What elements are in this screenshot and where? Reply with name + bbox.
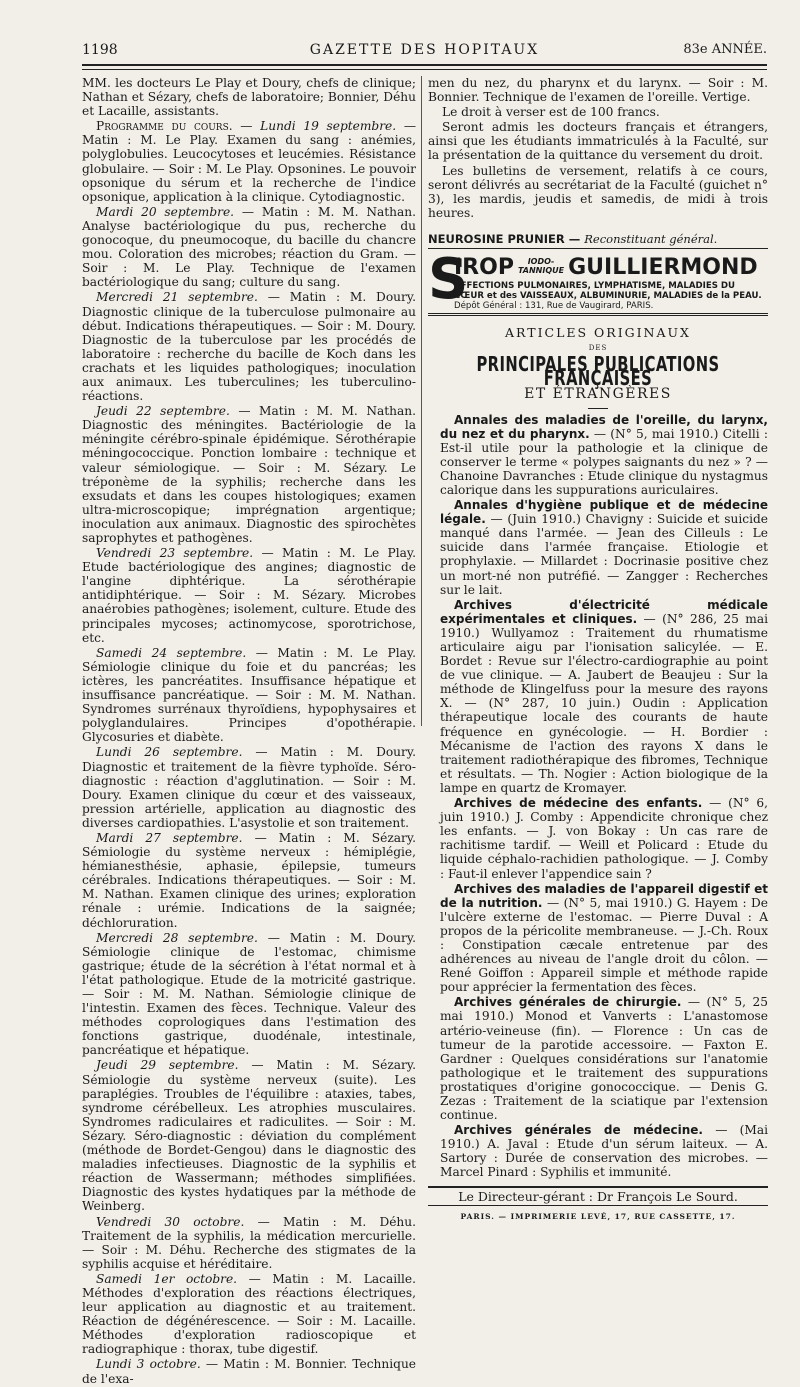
director-signature: Le Directeur-gérant : Dr François Le Sourd. [428, 1186, 768, 1206]
volume-year: 83e ANNÉE. [683, 42, 767, 57]
day-text: — Matin : M. Le Play. Sémiologie clinique du foie et du pancréas; les ictères, les pancréatites. Insuffisance hépatique et insuffisance pancréatique. — Soir : M. M. Nathan. Syndromes surrénaux thyroïdiens, hypophysaires et polyglandulaires. Principes d'opothérapie. Glycosuries et diabète. [82, 645, 417, 745]
schedule-day [82, 1272, 416, 1357]
bulletin-paragraph: Les bulletins de versement, relatifs à ce cours, seront délivrés au secrétariat de la Faculté (guichet n° 3), les mardis, jeudis et samedis, de midi à trois heures. [428, 163, 768, 220]
day-date: Mercredi 21 septembre. [96, 290, 258, 305]
day-text: — Matin : M. Lacaille. Méthodes d'exploration des réactions électriques, leur application au diagnostic et au traitement. Réaction de dégénérescence. — Soir : M. Lacaille. Méthodes d'exploration radioscopique et radiographique : thorax, tube digestif. [82, 1271, 417, 1357]
day-date: Samedi 1er octobre. [96, 1271, 238, 1286]
article-entry [428, 498, 768, 597]
article-list [428, 413, 768, 1180]
entry-text: — (N° 5, mai 1910.) Citelli : Est-il utile pour la pathologie et la clinique de conserver le terme « polypes saignants du nez » ? — Chanoine Davranches : Etude clinique du nystagmus calorique dans les suppurations auriculaires. [440, 426, 768, 497]
article-entry [428, 882, 768, 995]
entry-text: — (Juin 1910.) Chavigny : Suicide et suicide manqué dans l'armée. — Jean des Cilleuls : Le suicide dans l'armée française. Etiologie et prophylaxie. — Millardet : Docrinasie positive chez un mort-né non putréfié. — Zangger : Recherches sur le lait. [440, 512, 768, 597]
entry-text: — (Mai 1910.) A. Javal : Etude d'un sérum laiteux. — A. Sartory : Durée de conservation des microbes. — Marcel Pinard : Syphilis et immunité. [440, 1123, 768, 1180]
day-date: Mardi 27 septembre. [96, 830, 243, 845]
header-rule [82, 64, 767, 66]
sirop-brand: GUILLIERMOND [568, 255, 758, 281]
journal-name: Archives des maladies de l'appareil digestif et de la nutrition. [440, 881, 768, 910]
entry-text: — (N° 5, mai 1910.) G. Hayem : De l'ulcère externe de l'estomac. — Pierre Duval : A propos de la péricolite membraneuse. — J.-Ch. Roux : Constipation cæcale entretenue par des adhérences au niveau de l'angle droit du côlon. — René Goiffon : Appareil simple et méthode rapide pour apprécier la fermentation des fèces. [440, 895, 769, 995]
day-text: — Matin : M. Bonnier. Technique de l'exa- [82, 1357, 417, 1386]
schedule-day [82, 290, 416, 403]
day-date: Lundi 26 septembre. [96, 745, 243, 760]
programme-label: Programme du cours. [96, 119, 233, 134]
day-text: — Matin : M. Doury. Diagnostic clinique de la tuberculose pulmonaire au début. Indications thérapeutiques. — Soir : M. Doury. Diagnostic de la tuberculose par les procédés de laboratoire : recherche du bacille de Koch dans les crachats et les liquides pathologiques; inoculation aux animaux. Les tuberculines; les tuberculino-réactions. [82, 290, 416, 404]
article-entry [428, 598, 768, 795]
ad-product-name: NEUROSINE PRUNIER [428, 231, 565, 246]
entry-text: — (N° 6, juin 1910.) J. Comby : Appendicite chronique chez les enfants. — J. von Bokay : Un cas rare de rachitisme tardif. — Weill et Policard : Etude du liquide céphalo-rachidien pathologique. — J. Comby : Faut-il enlever l'appendice sain ? [440, 796, 769, 881]
schedule-day [82, 931, 416, 1058]
column-divider [421, 76, 422, 726]
article-entry [428, 995, 768, 1122]
programme-paragraph: Programme du cours. — Lundi 19 septembre. — Matin : M. Le Play. Examen du sang : anémies, polyglobulies. Leucocytoses et leucémies. Résistance globulaire. — Soir : M. Le Play. Opsonines. Le pouvoir opsonique du sérum et la recherche de l'indice opsonique, application à la clinique. Cytodiagnostic. [82, 119, 416, 204]
schedule-day [82, 745, 416, 830]
day-date: Vendredi 30 octobre. [96, 1214, 245, 1229]
ad-tagline: Reconstituant général. [584, 231, 718, 246]
article-entry [428, 796, 768, 881]
schedule-day [82, 205, 416, 290]
sirop-iodo-label: IODO- TANNIQUE [517, 257, 565, 276]
schedule-day [82, 831, 416, 930]
journal-name: Archives de médecine des enfants. [454, 796, 703, 811]
sirop-title: IROP IODO- TANNIQUE GUILLIERMOND [454, 255, 758, 281]
day-text: — Matin : M. Le Play. Examen du sang : anémies, polyglobulies. Leucocytoses et leucémies. Résistance globulaire. — Soir : M. Le Play. Opsonines. Le pouvoir opsonique du sérum et la recherche de l'indice opsonique, application à la clinique. Cytodiagnostic. [82, 119, 416, 204]
day-date: Mardi 20 septembre. [96, 204, 235, 219]
right-column [428, 76, 768, 1224]
day-text: — Matin : M. Sézary. Sémiologie du système nerveux : hémiplégie, hémianesthésie, aphasie, épilepsie, tumeurs cérébrales. Indications thérapeutiques. — Soir : M. M. Nathan. Examen clinique des urines; exploration rénale : urémie. Indications de la saignée; déchloruration. [82, 830, 417, 930]
day-date: Lundi 3 octobre. [96, 1357, 201, 1372]
admission-paragraph: Seront admis les docteurs français et étrangers, ainsi que les étudiants immatriculés à la Faculté, sur la présentation de la quittance du versement du droit. [428, 120, 768, 163]
schedule-day [82, 1357, 416, 1385]
header-rule-thin [82, 69, 767, 70]
schedule-day [82, 404, 416, 545]
article-entry [428, 1123, 768, 1179]
sirop-initial: S [428, 247, 469, 313]
day-date: Jeudi 22 septembre. [96, 404, 230, 419]
schedule-day [82, 646, 416, 745]
left-column [82, 76, 416, 1387]
page-number: 1198 [82, 42, 118, 58]
staff-paragraph: MM. les docteurs Le Play et Doury, chefs de clinique; Nathan et Sézary, chefs de laboratoire; Bonnier, Déhu et Lacaille, assistants. [82, 76, 416, 119]
running-header [82, 40, 767, 62]
journal-name: Archives d'électricité médicale expérimentales et cliniques. [440, 597, 768, 626]
day-date: Jeudi 29 septembre. [96, 1058, 239, 1073]
sirop-line-2: CŒUR et des VAISSEAUX, ALBUMINURIE, MALADIES de la PEAU. [454, 291, 762, 302]
day-date: Samedi 24 septembre. [96, 645, 247, 660]
entry-text: — (N° 5, 25 mai 1910.) Monod et Vanverts : L'anastomose artério-veineuse (fin). — Florence : Un cas de tumeur de la parotide accessoire. — Faxton E. Gardner : Quelques considérations sur l'anatomie pathologique et le traitement des suppurations prostatiques d'origine gonococcique. — Denis G. Zezas : Traitement de la sciatique par l'extension continue. [440, 995, 768, 1123]
journal-title: GAZETTE DES HOPITAUX [309, 42, 540, 58]
heading-rule [588, 408, 608, 409]
printer-imprint: PARIS. — IMPRIMERIE LEVÉ, 17, RUE CASSETTE, 17. [460, 1211, 736, 1221]
sirop-line-3: Dépôt Général : 131, Rue de Vaugirard, PARIS. [454, 301, 654, 312]
schedule-list [82, 205, 416, 1386]
sirop-ad [428, 247, 768, 316]
journal-name: Annales des maladies de l'oreille, du larynx, du nez et du pharynx. [440, 412, 768, 441]
day-text: — Matin : M. Le Play. Etude bactériologique des angines; diagnostic de l'angine diphtérique. La sérothérapie antidiphtérique. — Soir : M. Sézary. Microbes anaérobies pathogènes; isolement, culture. Etude des principales mycoses; actinomycose, sporotrichose, etc. [82, 546, 416, 645]
articles-heading: ARTICLES ORIGINAUX DES PRINCIPALES PUBLICATIONS FRANÇAISES ET ÉTRANGÈRES [428, 326, 768, 408]
schedule-day [82, 546, 416, 645]
day-date: Vendredi 23 septembre. [96, 546, 254, 561]
sirop-line-1: AFFECTIONS PULMONAIRES, LYMPHATISME, MALADIES DU [454, 281, 736, 292]
neurosine-ad: NEUROSINE PRUNIER — Reconstituant général. [428, 232, 768, 249]
day-text: — Matin : M. Doury. Diagnostic et traitement de la fièvre typhoïde. Séro-diagnostic : réaction d'agglutination. — Soir : M. Doury. Examen clinique du cœur et des vaisseaux, pression artérielle, application au diagnostic des diverses cardiopathies. L'asystolie et son traitement. [82, 745, 416, 830]
fee-paragraph: Le droit à verser est de 100 francs. [442, 105, 660, 120]
day-date: Mercredi 28 septembre. [96, 930, 258, 945]
day-text: — Matin : M. M. Nathan. Diagnostic des méningites. Bactériologie de la méningite cérébro-spinale épidémique. Sérothérapie méningococcique. Ponction lombaire : technique et valeur sémiologique. — Soir : M. Sézary. Le tréponème de la syphilis; recherche dans les exsudats et dans les coupes histologiques; examen ultra-microscopique; imprégnation argentique; inoculation aux animaux. Diagnostic des spirochètes saprophytes et pathogènes. [82, 404, 416, 545]
day-text: — Matin : M. Sézary. Sémiologie du système nerveux (suite). Les paraplégies. Troubles de l'équilibre : ataxies, tabes, syndrome cérébelleux. Les atrophies musculaires. Syndromes radiculaires et radiculites. — Soir : M. Sézary. Séro-diagnostic : déviation du complément (méthode de Bordet-Gengou) dans le diagnostic des maladies infectieuses. Diagnostic de la syphilis et réaction de Wassermann; méthodes simplifiées. Diagnostic des kystes hydatiques par la méthode de Weinberg. [82, 1058, 416, 1214]
entry-text: — (N° 286, 25 mai 1910.) Wullyamoz : Traitement du rhumatisme articulaire aigu par l'ionisation salicylée. — E. Bordet : Revue sur l'électro-cardiographie au point de vue clinique. — A. Jaubert de Beaujeu : Sur la méthode de Klingelfuss pour la mesure des rayons X. — (N° 287, 10 juin.) Oudin : Application thérapeutique locale des courants de haute fréquence en gynécologie. — H. Bordier : Mécanisme de l'action des rayons X dans le traitement radiothérapique des fibromes, Technique et résultats. — Th. Nogier : Action biologique de la lampe en quartz de Kromayer. [440, 611, 768, 795]
journal-name: Archives générales de chirurgie. [454, 995, 682, 1010]
day-date: Lundi 19 septembre. [260, 119, 397, 134]
day-text: — Matin : M. Doury. Sémiologie clinique de l'estomac, chimisme gastrique; étude de la sécrétion à l'état normal et à l'état pathologique. Etude de la motricité gastrique. — Soir : M. M. Nathan. Sémiologie clinique de l'intestin. Examen des fèces. Technique. Valeur des méthodes coprologiques dans l'estimation des fonctions gastrique, duodénale, intestinale, pancréatique et hépatique. [82, 930, 416, 1058]
continuation-paragraph: men du nez, du pharynx et du larynx. — Soir : M. Bonnier. Technique de l'examen de l'oreille. Vertige. [428, 76, 768, 105]
journal-name: Archives générales de médecine. [454, 1123, 703, 1138]
schedule-day [82, 1215, 416, 1271]
day-text: — Matin : M. Déhu. Traitement de la syphilis, la médication mercurielle. — Soir : M. Déhu. Recherche des stigmates de la syphilis acquise et héréditaire. [82, 1214, 417, 1271]
journal-name: Annales d'hygiène publique et de médecine légale. [440, 498, 768, 527]
article-entry [428, 413, 768, 498]
day-text: — Matin : M. M. Nathan. Analyse bactériologique du pus, recherche du gonocoque, du pneumocoque, du bacille du chancre mou. Coloration des microbes; réaction du Gram. — Soir : M. Le Play. Technique de l'examen bactériologique du sang; culture du sang. [82, 204, 416, 290]
